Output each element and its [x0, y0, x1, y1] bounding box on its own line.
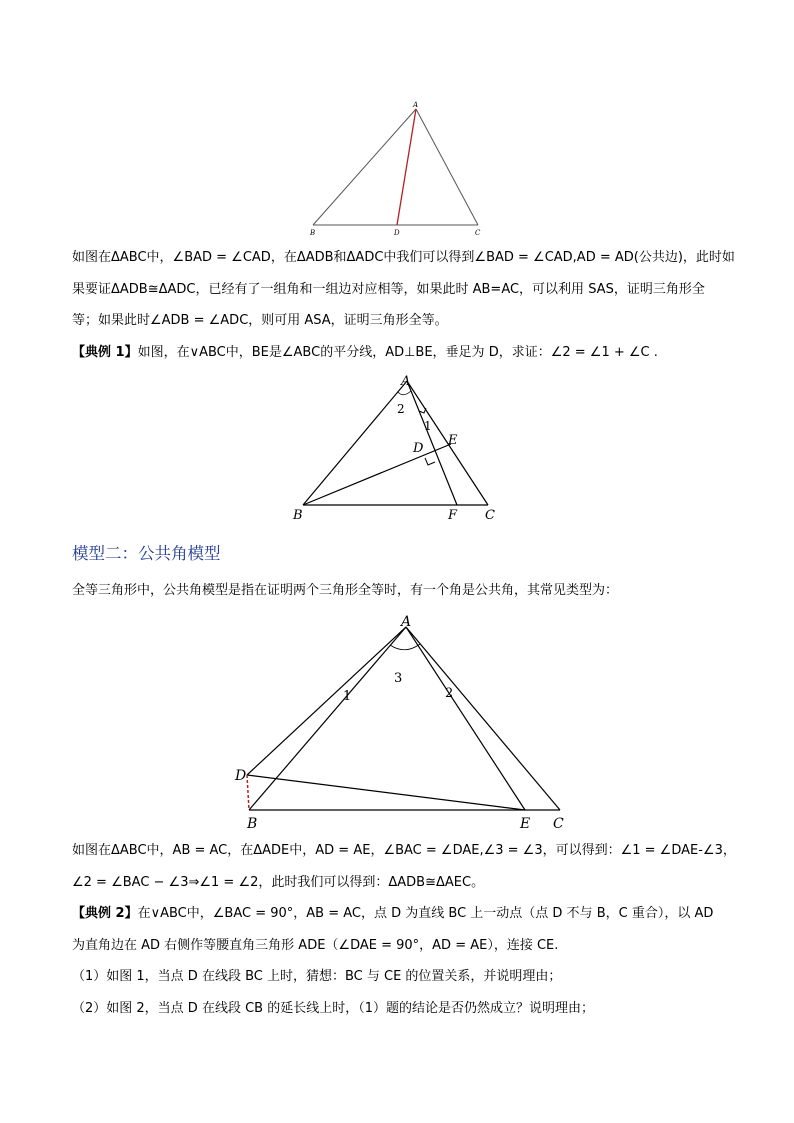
label-a: A — [401, 614, 412, 630]
example-tag: 【典例 1】 — [72, 345, 138, 360]
side-ae — [406, 627, 525, 810]
segment-be — [303, 444, 451, 505]
side-ab — [313, 109, 416, 225]
side-ac — [406, 627, 560, 810]
section-heading: 模型二：公共角模型 — [72, 544, 221, 563]
right-angle-mark-d — [425, 458, 435, 465]
side-ab — [303, 381, 407, 505]
text-line: 如图在ΔABC中，AB = AC，在ΔADE中，AD = AE，∠BAC = ∠DAE,∠3 = ∠3，可以得到：∠1 = ∠DAE-∠3， — [72, 843, 736, 858]
label-e: E — [448, 433, 458, 448]
figure-angle-bisector — [285, 372, 505, 527]
label-b: B — [293, 508, 303, 523]
side-de — [247, 775, 525, 810]
side-ad — [247, 627, 406, 775]
example-tag: 【典例 2】 — [72, 906, 138, 921]
explanation-paragraph-1 — [72, 242, 735, 337]
text-line: ∠2 = ∠BAC − ∠3⇒∠1 = ∠2，此时我们可以得到：ΔADB≅ΔAEC。 — [72, 874, 485, 890]
label-1: 1 — [343, 689, 352, 704]
angle-arc-2 — [398, 391, 411, 395]
text-line: 等；如果此时∠ADB = ∠ADC，则可用 ASA，证明三角形全等。 — [72, 313, 448, 328]
label-d: D — [235, 768, 247, 784]
figure-common-angle — [225, 610, 575, 835]
side-ac — [416, 109, 478, 225]
label-f: F — [448, 508, 458, 523]
explanation-paragraph-2 — [72, 835, 736, 898]
example-2-text: 在∨ABC中，∠BAC = 90°，AB = AC，点 D 为直线 BC 上一动点（点 D 不与 B，C 重合），以 AD — [137, 906, 714, 921]
label-1: 1 — [424, 419, 432, 433]
example-1-line — [72, 337, 724, 369]
intro-paragraph — [72, 575, 724, 607]
question-2: （2）如图 2，当点 D 在线段 CB 的延长线上时，（1）题的结论是否仍然成立？说明理由； — [72, 1000, 594, 1016]
side-ab — [249, 627, 406, 810]
example-2 — [72, 898, 724, 1024]
label-a: A — [413, 101, 419, 109]
label-c: C — [553, 816, 564, 832]
text-line: 全等三角形中，公共角模型是指在证明两个三角形全等时，有一个角是公共角，其常见类型为： — [72, 583, 619, 598]
label-d: D — [413, 441, 424, 456]
question-1: （1）如图 1，当点 D 在线段 BC 上时，猜想：BC 与 CE 的位置关系，并说明理由； — [72, 969, 562, 984]
figure-triangle-median — [300, 96, 500, 241]
example-1 — [72, 337, 724, 369]
label-c: C — [485, 508, 495, 523]
label-3: 3 — [394, 671, 403, 686]
dashed-db — [247, 775, 249, 810]
text-line: 如图在ΔABC中，∠BAD = ∠CAD，在ΔADB和ΔADC中我们可以得到∠BAD = ∠CAD,AD = AD(公共边)，此时如 — [72, 250, 735, 265]
label-a: A — [401, 374, 411, 389]
label-2: 2 — [445, 686, 454, 701]
example-2-line-2: 为直角边在 AD 右侧作等腰直角三角形 ADE（∠DAE = 90°，AD = AE），连接 CE. — [72, 937, 559, 953]
label-2: 2 — [397, 402, 405, 416]
text-line: 果要证ΔADB≅ΔADC，已经有了一组角和一组边对应相等，如果此时 AB=AC，可以利用 SAS，证明三角形全 — [72, 281, 705, 297]
label-e: E — [520, 816, 531, 832]
label-b: B — [310, 229, 316, 237]
angle-arc-3 — [390, 644, 420, 650]
example-1-text: 如图，在∨ABC中，BE是∠ABC的平分线，AD⊥BE，垂足为 D，求证：∠2 = ∠1 + ∠C . — [137, 345, 658, 360]
example-2-line-1 — [72, 898, 724, 930]
label-c: C — [475, 229, 481, 237]
label-b: B — [247, 816, 258, 832]
label-d: D — [394, 229, 400, 237]
segment-ad — [397, 109, 416, 225]
